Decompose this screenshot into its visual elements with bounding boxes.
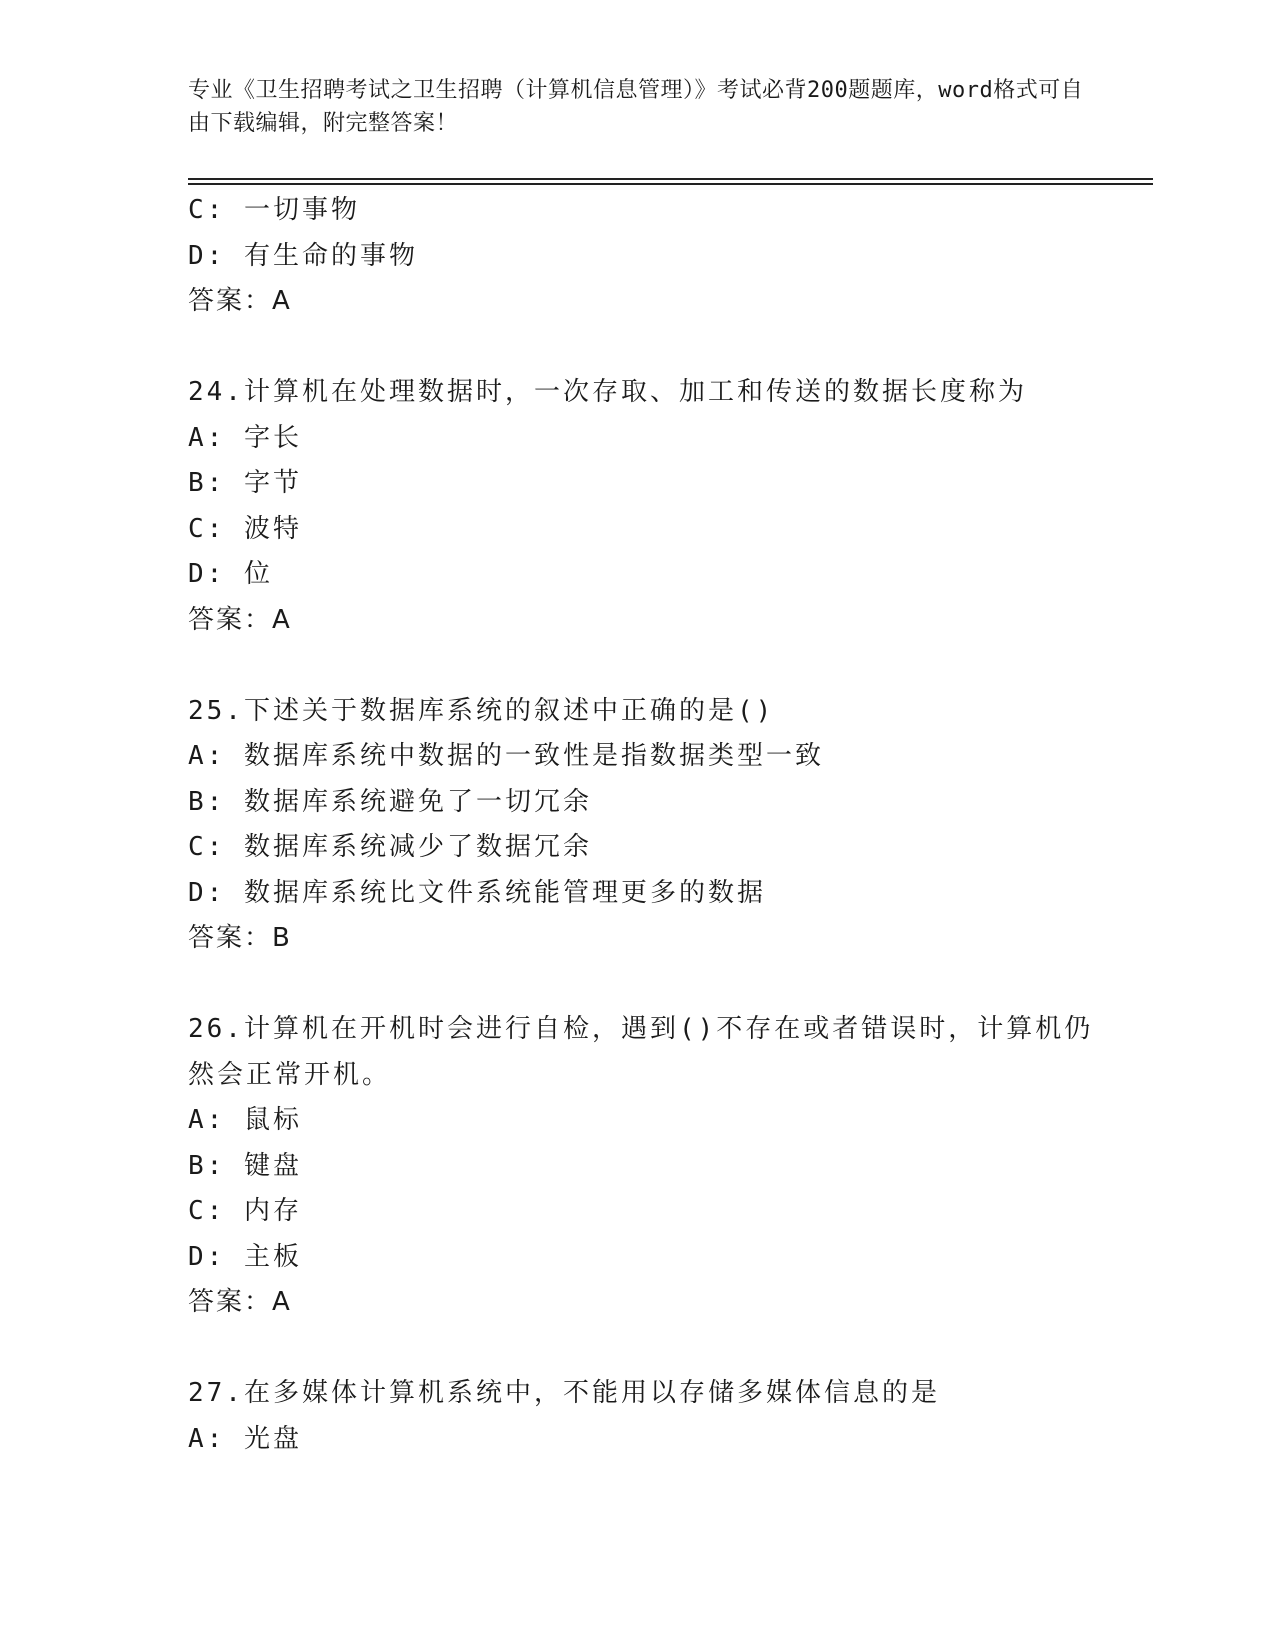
question-text: 24.计算机在处理数据时，一次存取、加工和传送的数据长度称为 (188, 377, 1027, 407)
spacer (188, 1326, 1088, 1372)
option-a: A: 鼠标 (188, 1105, 302, 1135)
question-block-prev (188, 188, 1088, 325)
option-b: B: 数据库系统避免了一切冗余 (188, 786, 592, 817)
header-rule-bottom (188, 183, 1153, 185)
option-c: C: 一切事物 (188, 195, 360, 225)
answer-line: 答案：B (188, 923, 292, 953)
header-rule-top (188, 178, 1153, 180)
option-c: C: 数据库系统减少了数据冗余 (188, 832, 592, 862)
question-block-26 (188, 1007, 1094, 1326)
option-c: C: 内存 (188, 1196, 302, 1226)
answer-line: 答案：A (188, 1287, 292, 1317)
spacer (188, 643, 1088, 689)
document-header (188, 74, 1088, 140)
option-d: D: 有生命的事物 (188, 240, 418, 271)
question-text-line-1: 26.计算机在开机时会进行自检，遇到()不存在或者错误时，计算机仍 (188, 1014, 1094, 1044)
question-list (188, 188, 1094, 1462)
question-text-line-2: 然会正常开机。 (188, 1059, 392, 1090)
option-b: B: 字节 (188, 468, 302, 498)
option-a: A: 数据库系统中数据的一致性是指数据类型一致 (188, 741, 824, 771)
option-d: D: 数据库系统比文件系统能管理更多的数据 (188, 877, 766, 908)
option-b: B: 键盘 (188, 1150, 302, 1181)
spacer (188, 962, 1088, 1008)
answer-line: 答案：A (188, 286, 292, 316)
question-block-25 (188, 689, 1088, 962)
question-block-27 (188, 1371, 1088, 1462)
option-c: C: 波特 (188, 513, 302, 544)
option-d: D: 位 (188, 559, 273, 589)
question-block-24 (188, 370, 1088, 643)
option-d: D: 主板 (188, 1241, 302, 1272)
spacer (188, 325, 1088, 371)
question-text: 27.在多媒体计算机系统中，不能用以存储多媒体信息的是 (188, 1378, 940, 1408)
option-a: A: 字长 (188, 422, 302, 453)
option-a: A: 光盘 (188, 1423, 302, 1454)
answer-line: 答案：A (188, 604, 292, 635)
header-text: 专业《卫生招聘考试之卫生招聘（计算机信息管理）》考试必背200题题库，word格式可自由下载编辑，附完整答案！ (188, 78, 1084, 136)
question-text: 25.下述关于数据库系统的叙述中正确的是() (188, 695, 775, 726)
